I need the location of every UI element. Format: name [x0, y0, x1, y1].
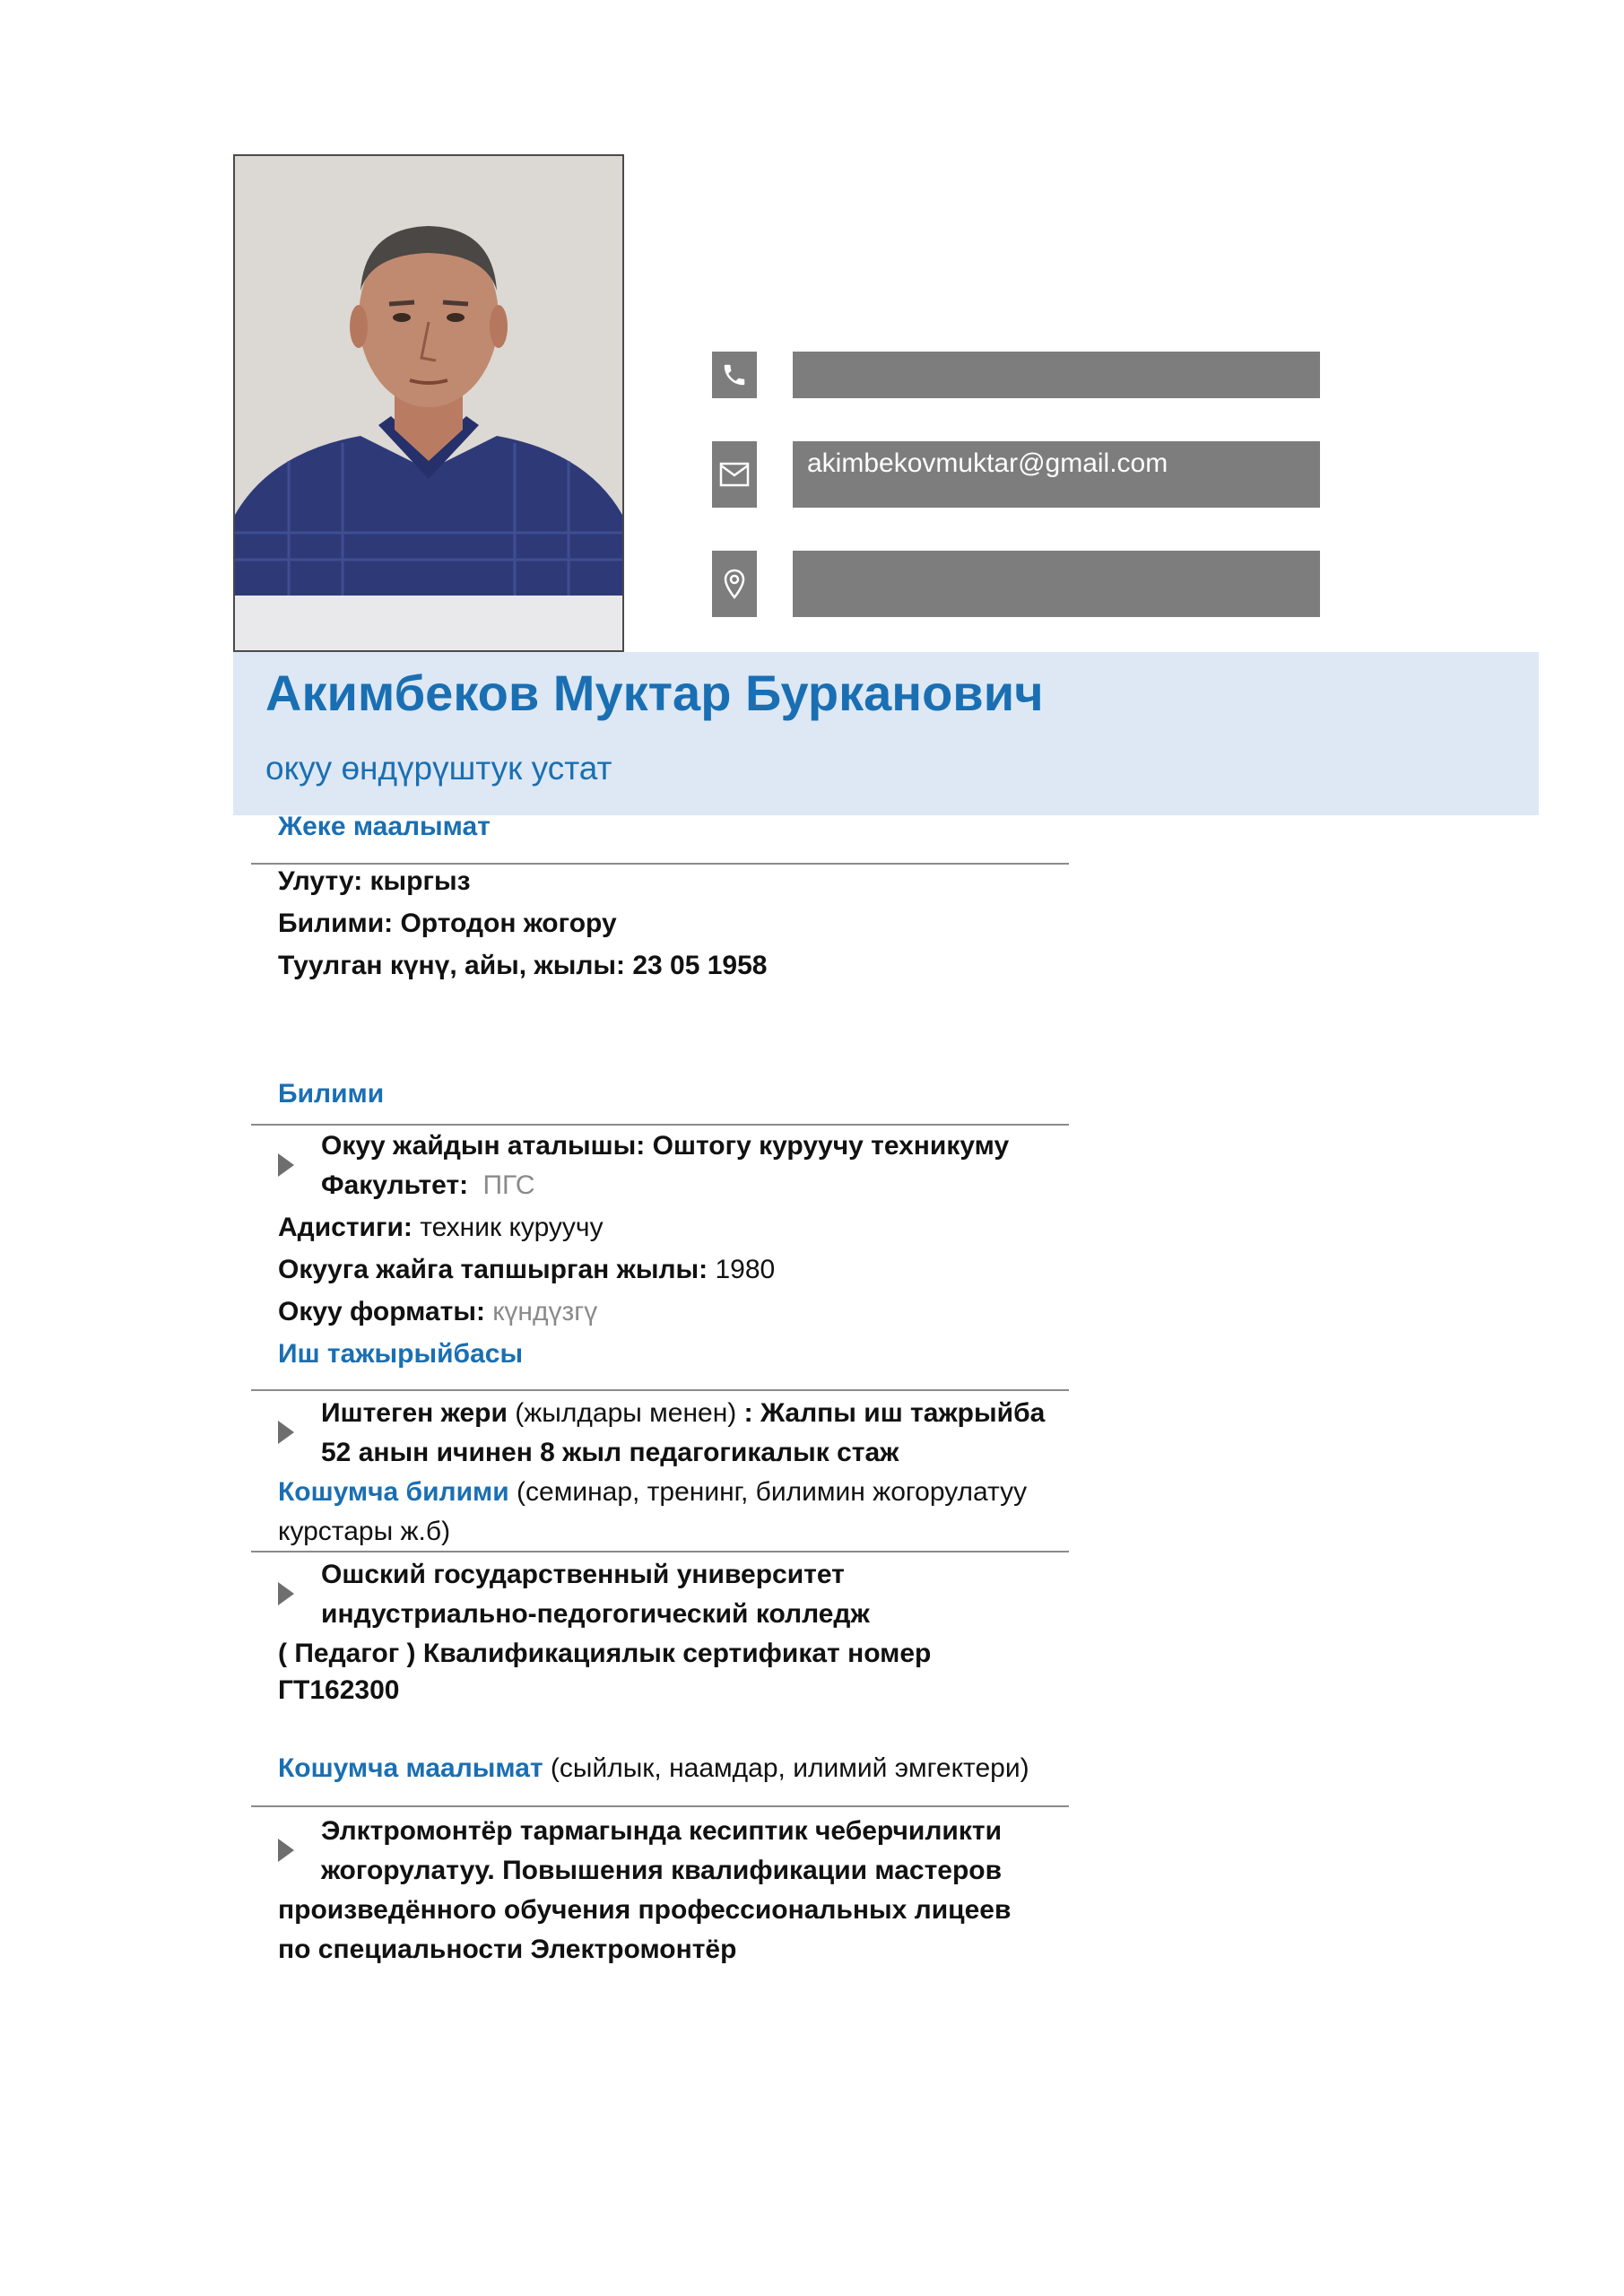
section-divider — [251, 1551, 1069, 1552]
experience-detail: 52 анын ичинен 8 жыл педагогикалык стаж — [321, 1438, 899, 1467]
person-name: Акимбеков Муктар Бурканович — [265, 665, 1044, 721]
job-title: окуу өндүрүштук устат — [265, 750, 612, 787]
additional-education-note-line2: курстары ж.б) — [278, 1517, 451, 1546]
section-heading-personal: Жеке маалымат — [278, 812, 491, 841]
phone-field — [793, 352, 1320, 398]
entry-year — [278, 1255, 775, 1285]
address-field — [793, 551, 1320, 617]
email-field[interactable]: akimbekovmuktar@gmail.com — [793, 441, 1320, 508]
education-level: Билими: Ортодон жогору — [278, 909, 617, 938]
work-place — [321, 1398, 1045, 1429]
info-line-2: жогорулатуу. Повышения квалификации мастеров — [321, 1856, 1003, 1885]
section-heading-additional-education: Кошумча билими — [278, 1477, 509, 1507]
work-place-label: Иштеген жери — [321, 1398, 508, 1428]
entry-year-value: 1980 — [715, 1255, 776, 1284]
study-format-value: күндүзгү — [492, 1297, 598, 1326]
course-line-1: Ошский государственный университет — [321, 1560, 845, 1589]
institution-name: Окуу жайдын аталышы: Оштогу куруучу техникуму — [321, 1131, 1010, 1161]
faculty — [321, 1170, 535, 1201]
bullet-triangle-icon — [278, 1582, 294, 1605]
study-format — [278, 1297, 597, 1327]
birth-date: Туулган күнү, айы, жылы: 23 05 1958 — [278, 951, 768, 980]
bullet-triangle-icon — [278, 1839, 294, 1862]
faculty-label: Факультет: — [321, 1170, 469, 1200]
entry-year-label: Окууга жайга тапшырган жылы: — [278, 1255, 708, 1284]
total-experience-label: : Жалпы иш тажрыйба — [743, 1398, 1046, 1428]
info-line-4: по специальности Электромонтёр — [278, 1935, 737, 1964]
profile-photo — [233, 154, 624, 652]
work-place-note: (жылдары менен) — [515, 1398, 737, 1428]
course-line-2: индустриально-педогогический колледж — [321, 1599, 870, 1629]
section-heading-additional-info: Кошумча маалымат — [278, 1753, 543, 1783]
section-divider — [251, 863, 1069, 865]
additional-education-note: (семинар, тренинг, билимин жогорулатуу — [517, 1477, 1028, 1507]
additional-info-note: (сыйлык, наамдар, илимий эмгектери) — [550, 1753, 1029, 1783]
specialty — [278, 1213, 604, 1243]
photo-frame-bottom — [235, 596, 622, 650]
phone-icon — [712, 352, 757, 398]
study-format-label: Окуу форматы: — [278, 1297, 485, 1326]
envelope-icon — [712, 441, 757, 508]
section-divider — [251, 1805, 1069, 1807]
section-divider — [251, 1124, 1069, 1126]
section-heading-experience: Иш тажырыйбасы — [278, 1339, 524, 1369]
section-divider — [251, 1389, 1069, 1391]
additional-education-heading — [278, 1477, 1027, 1508]
faculty-value: ПГС — [482, 1170, 535, 1200]
location-pin-icon — [712, 551, 757, 617]
additional-info-heading — [278, 1753, 1029, 1784]
course-line-3: ( Педагог ) Квалификациялык сертификат номер — [278, 1639, 932, 1668]
info-line-1: Элктромонтёр тармагында кесиптик чеберчиликти — [321, 1816, 1003, 1846]
section-heading-education: Билими — [278, 1079, 385, 1109]
info-line-3: произведённого обучения профессиональных лицеев — [278, 1895, 1012, 1925]
bullet-triangle-icon — [278, 1153, 294, 1177]
specialty-value: техник куруучу — [420, 1213, 604, 1242]
nationality: Улуту: кыргыз — [278, 866, 471, 896]
certificate-number: ГТ162300 — [278, 1675, 400, 1705]
portrait-image — [235, 156, 622, 596]
specialty-label: Адистиги: — [278, 1213, 413, 1242]
bullet-triangle-icon — [278, 1421, 294, 1444]
